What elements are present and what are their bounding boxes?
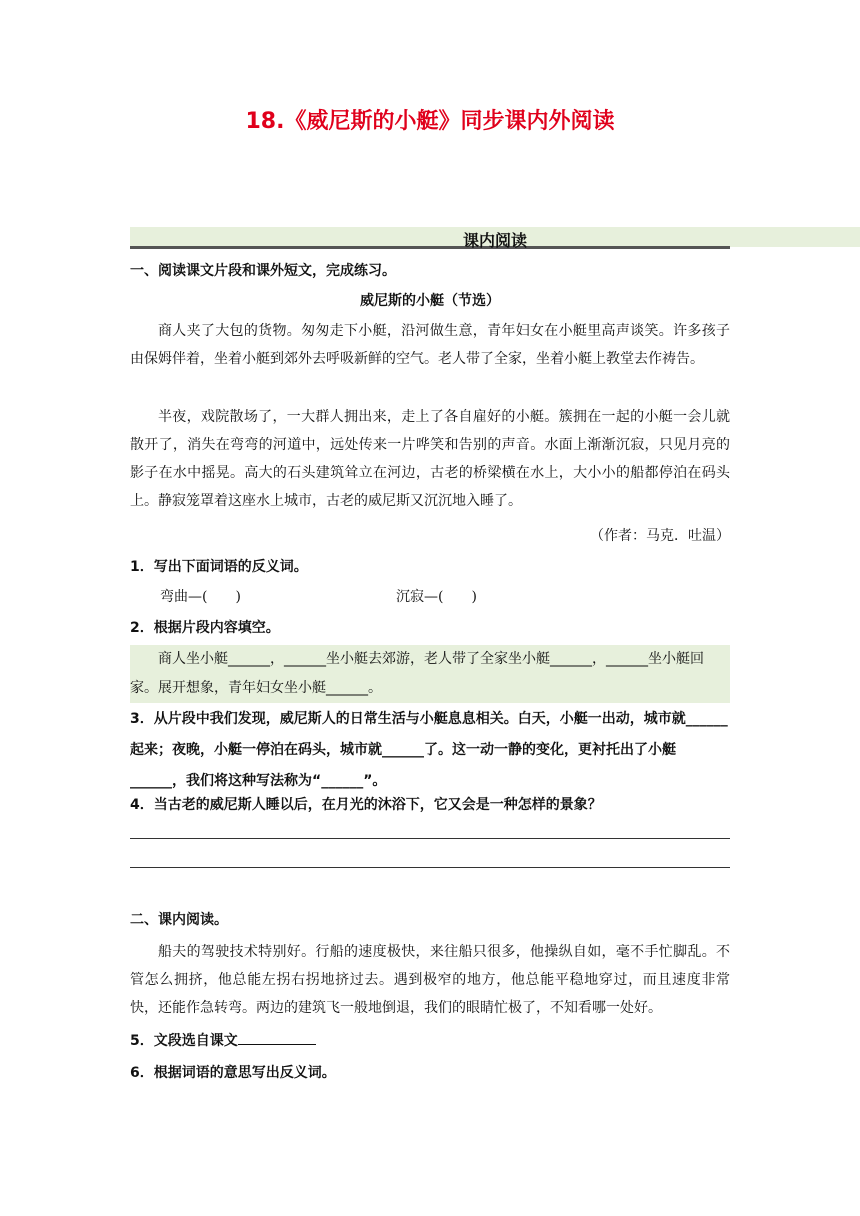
part2-paragraph: 船夫的驾驶技术特别好。行船的速度极快，来往船只很多，他操纵自如，毫不手忙脚乱。不管怎么拥挤，他总能左拐右拐地挤过去。遇到极窄的地方，他总能平稳地穿过，而且速度非常快，还能作急转弯。两边的建筑飞一般地倒退，我们的眼睛忙极了，不知看哪一处好。	[130, 944, 730, 1016]
antonym-item-b: 沉寂—( )	[396, 589, 477, 605]
passage-author: （作者：马克．吐温）	[590, 528, 730, 544]
answer-line-1[interactable]	[130, 838, 730, 839]
part2-heading: 二、课内阅读。	[130, 912, 228, 928]
question-1: 1．写出下面词语的反义词。	[130, 559, 308, 575]
question-4: 4．当古老的威尼斯人睡以后，在月光的沐浴下，它又会是一种怎样的景象？	[130, 797, 602, 813]
question-5	[130, 1026, 316, 1056]
page-title: 18.《威尼斯的小艇》同步课内外阅读	[245, 109, 615, 134]
passage-title: 威尼斯的小艇（节选）	[360, 293, 500, 309]
answer-line-2[interactable]	[130, 867, 730, 868]
passage-paragraph-1: 商人夹了大包的货物。匆匆走下小艇，沿河做生意，青年妇女在小艇里高声谈笑。许多孩子由保姆伴着，坐着小艇到郊外去呼吸新鲜的空气。老人带了全家，坐着小艇上教堂去作祷告。	[130, 323, 730, 367]
part1-heading: 一、阅读课文片段和课外短文，完成练习。	[130, 263, 396, 279]
section-title: 课内阅读	[462, 231, 527, 250]
question-5-blank[interactable]	[238, 1030, 316, 1045]
question-2-fill-text: 商人坐小艇______，______坐小艇去郊游，老人带了全家坐小艇______，______坐小艇回家。展开想象，青年妇女坐小艇______。	[130, 651, 704, 696]
question-3: 3．从片段中我们发现，威尼斯人的日常生活与小艇息息相关。白天，小艇一出动，城市就______起来；夜晚，小艇一停泊在码头，城市就______了。这一动一静的变化，更衬托出了小艇______，我们将这种写法称为“______”。	[130, 711, 728, 789]
antonym-item-a: 弯曲—( )	[160, 589, 241, 605]
question-6: 6．根据词语的意思写出反义词。	[130, 1065, 336, 1081]
passage-paragraph-2: 半夜，戏院散场了，一大群人拥出来，走上了各自雇好的小艇。簇拥在一起的小艇一会儿就散开了，消失在弯弯的河道中，远处传来一片哗笑和告别的声音。水面上渐渐沉寂，只见月亮的影子在水中摇晃。高大的石头建筑耸立在河边，古老的桥梁横在水上，大小小的船都停泊在码头上。静寂笼罩着这座水上城市，古老的威尼斯又沉沉地入睡了。	[130, 409, 730, 509]
question-2: 2．根据片段内容填空。	[130, 620, 280, 636]
question-5-text: 5．文段选自课文	[130, 1033, 238, 1049]
